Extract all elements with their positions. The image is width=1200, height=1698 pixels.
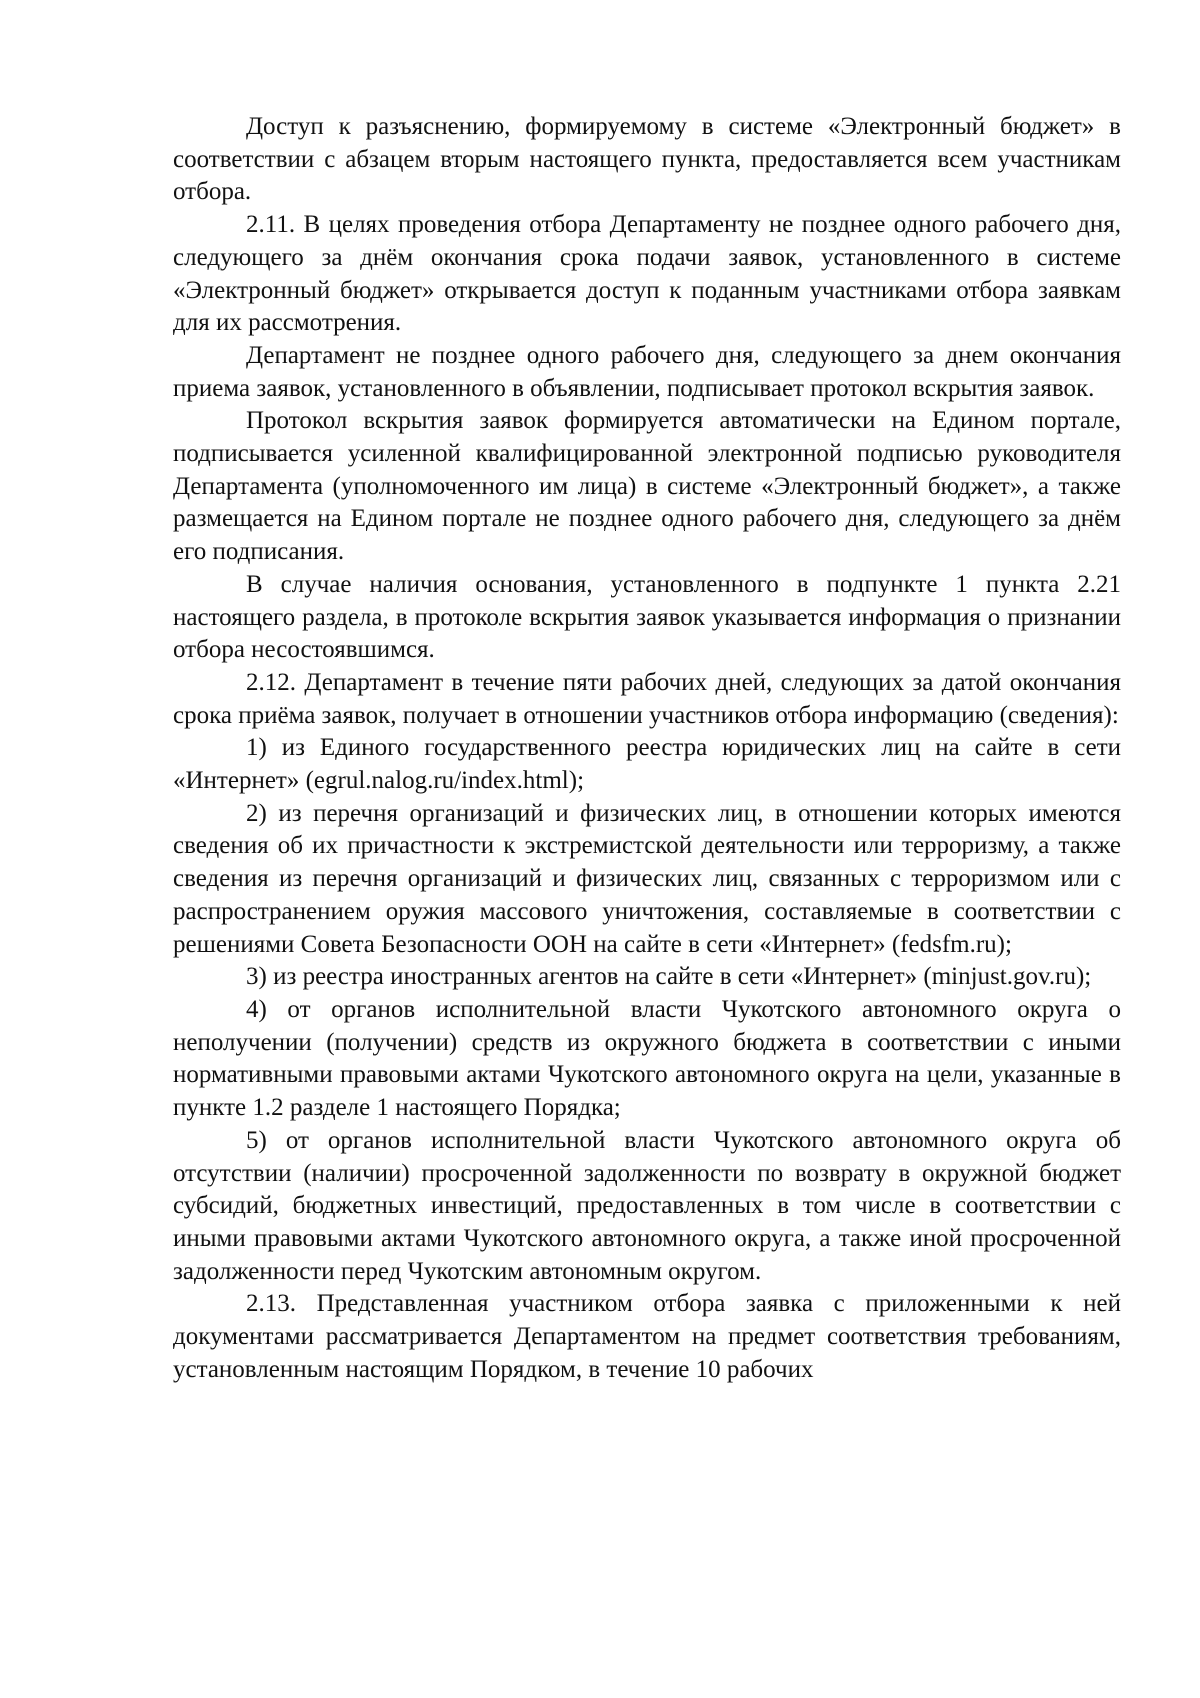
list-item-4-funds-receipt: 4) от органов исполнительной власти Чукотского автономного округа о неполучении (получении) средств из окружного бюджета в соответствии с иными нормативными правовыми актами Чукотского автономного округа на цели, указанные в пункте 1.2 разделе 1 настоящего Порядка; [173, 995, 1121, 1122]
list-item-3-foreign-agents: 3) из реестра иностранных агентов на сайте в сети «Интернет» (minjust.gov.ru); [246, 963, 1092, 991]
list-item-2-terrorism-list: 2) из перечня организаций и физических лиц, в отношении которых имеются сведения об их причастности к экстремистской деятельности или терроризму, а также сведения из перечня организаций и физических лиц, связанных с терроризмом или с распространением оружия массового уничтожения, составляемые в соответствии с решениями Совета Безопасности ООН на сайте в сети «Интернет» (fedsfm.ru); [173, 799, 1121, 958]
paragraph-failed-selection: В случае наличия основания, установленного в подпункте 1 пункта 2.21 настоящего раздела, в протоколе вскрытия заявок указывается информация о признании отбора несостоявшимся. [173, 570, 1121, 664]
paragraph-opening-protocol-formation: Протокол вскрытия заявок формируется автоматически на Едином портале, подписывается усиленной квалифицированной электронной подписью руководителя Департамента (уполномоченного им лица) в системе «Электронный бюджет», а также размещается на Едином портале не позднее одного рабочего дня, следующего за днём его подписания. [173, 407, 1121, 566]
paragraph-clarification-access: Доступ к разъяснению, формируемому в системе «Электронный бюджет» в соответствии с абзацем вторым настоящего пункта, предоставляется всем участникам отбора. [173, 113, 1121, 206]
paragraph-2-11: 2.11. В целях проведения отбора Департаменту не позднее одного рабочего дня, следующего за днём окончания срока подачи заявок, установленного в системе «Электронный бюджет» открывается доступ к поданным участниками отбора заявкам для их рассмотрения. [173, 211, 1121, 337]
paragraph-2-12: 2.12. Департамент в течение пяти рабочих дней, следующих за датой окончания срока приёма заявок, получает в отношении участников отбора информацию (сведения): [173, 668, 1121, 729]
paragraph-opening-protocol-signing: Департамент не позднее одного рабочего дня, следующего за днем окончания приема заявок, установленного в объявлении, подписывает протокол вскрытия заявок. [173, 341, 1121, 402]
document-page [173, 111, 1121, 1386]
list-item-5-overdue-debt: 5) от органов исполнительной власти Чукотского автономного округа об отсутствии (наличии) просроченной задолженности по возврату в окружной бюджет субсидий, бюджетных инвестиций, предоставленных в том числе в соответствии с иными правовыми актами Чукотского автономного округа, а также иной просроченной задолженности перед Чукотским автономным округом. [173, 1126, 1121, 1285]
paragraph-2-13: 2.13. Представленная участником отбора заявка с приложенными к ней документами рассматривается Департаментом на предмет соответствия требованиям, установленным настоящим Порядком, в течение 10 рабочих [173, 1290, 1121, 1383]
list-item-1-egrul: 1) из Единого государственного реестра юридических лиц на сайте в сети «Интернет» (egrul.nalog.ru/index.html); [173, 734, 1121, 795]
